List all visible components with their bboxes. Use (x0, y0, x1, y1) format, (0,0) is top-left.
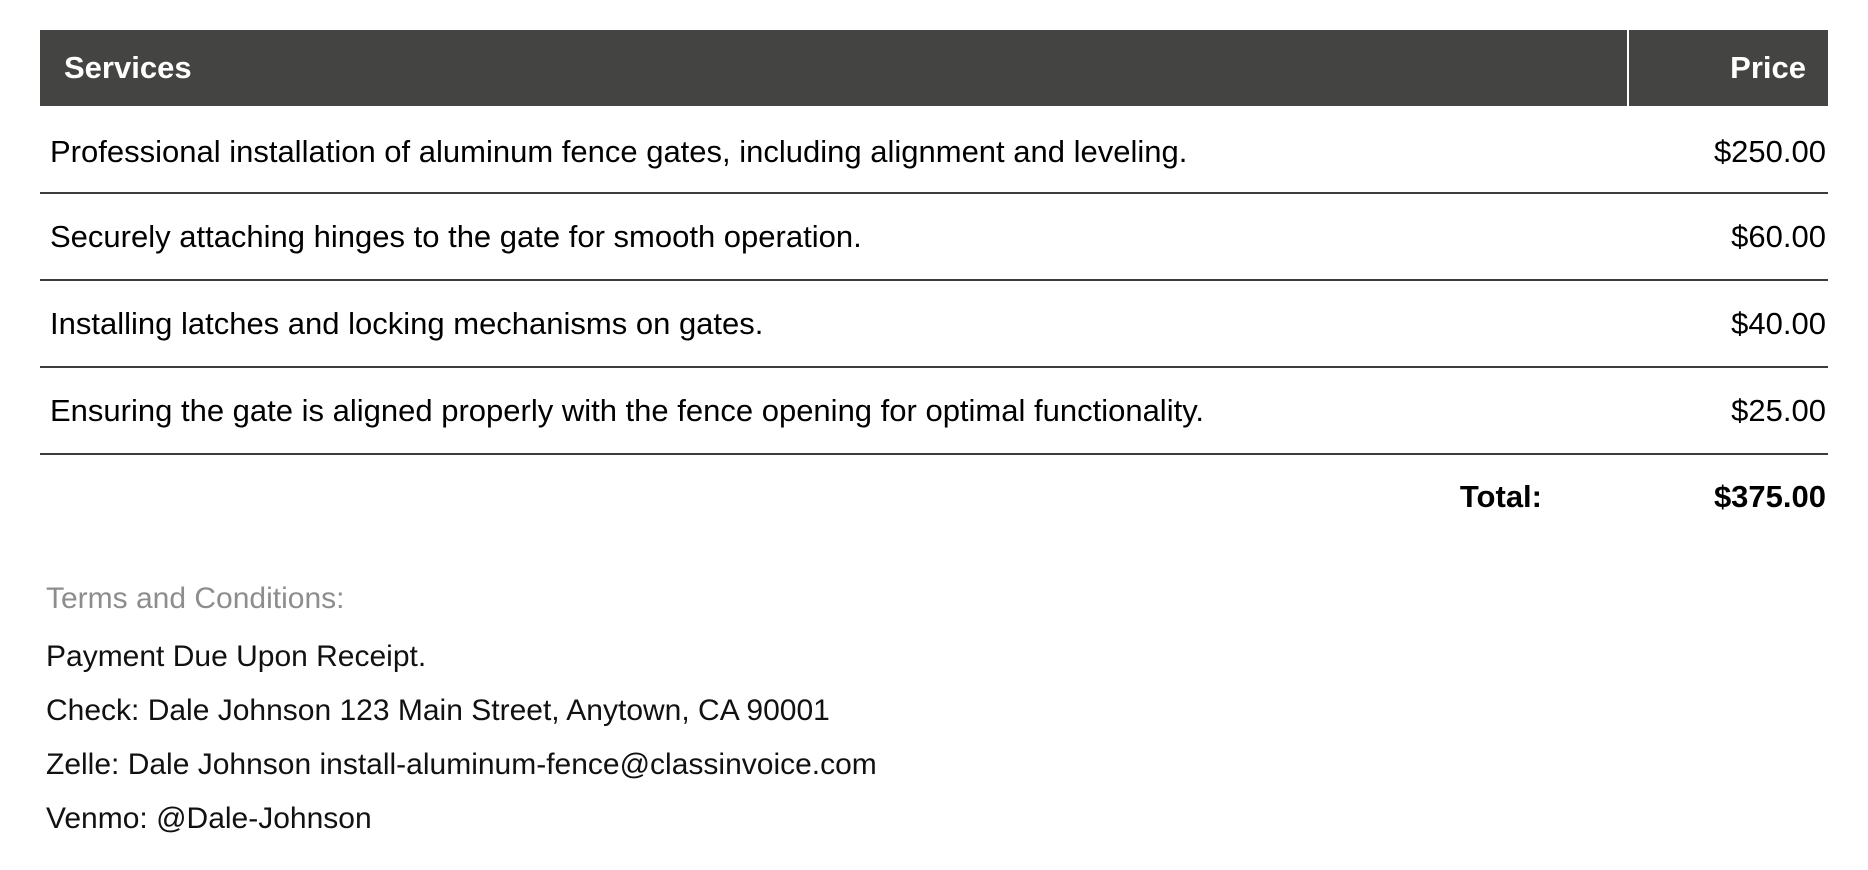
service-price: $60.00 (1628, 193, 1828, 280)
terms-and-conditions-section (40, 582, 1828, 846)
table-total-row (40, 454, 1828, 538)
terms-line-payment: Payment Due Upon Receipt. (46, 640, 427, 673)
terms-line-check: Check: Dale Johnson 123 Main Street, Anytown, CA 90001 (46, 694, 830, 727)
total-label: Total: (1459, 478, 1542, 514)
service-description: Ensuring the gate is aligned properly with the fence opening for optimal functionality. (40, 367, 1628, 454)
services-table-body (40, 106, 1828, 538)
services-table (40, 30, 1828, 538)
table-row (40, 193, 1828, 280)
column-header-price: Price (1730, 50, 1806, 85)
service-description: Securely attaching hinges to the gate for smooth operation. (40, 193, 1628, 280)
table-row (40, 106, 1828, 193)
service-price: $40.00 (1628, 280, 1828, 367)
terms-line-venmo: Venmo: @Dale-Johnson (46, 802, 372, 835)
terms-line-zelle: Zelle: Dale Johnson install-aluminum-fence@classinvoice.com (46, 748, 877, 781)
total-amount: $375.00 (1713, 478, 1826, 514)
terms-title: Terms and Conditions: (46, 582, 345, 615)
table-header-row (40, 30, 1828, 106)
table-row (40, 280, 1828, 367)
service-description: Installing latches and locking mechanisms on gates. (40, 280, 1628, 367)
service-price: $25.00 (1628, 367, 1828, 454)
service-description: Professional installation of aluminum fence gates, including alignment and leveling. (40, 106, 1628, 193)
column-header-services: Services (40, 30, 1628, 106)
services-table-header (40, 30, 1828, 106)
service-price: $250.00 (1628, 106, 1828, 193)
table-row (40, 367, 1828, 454)
